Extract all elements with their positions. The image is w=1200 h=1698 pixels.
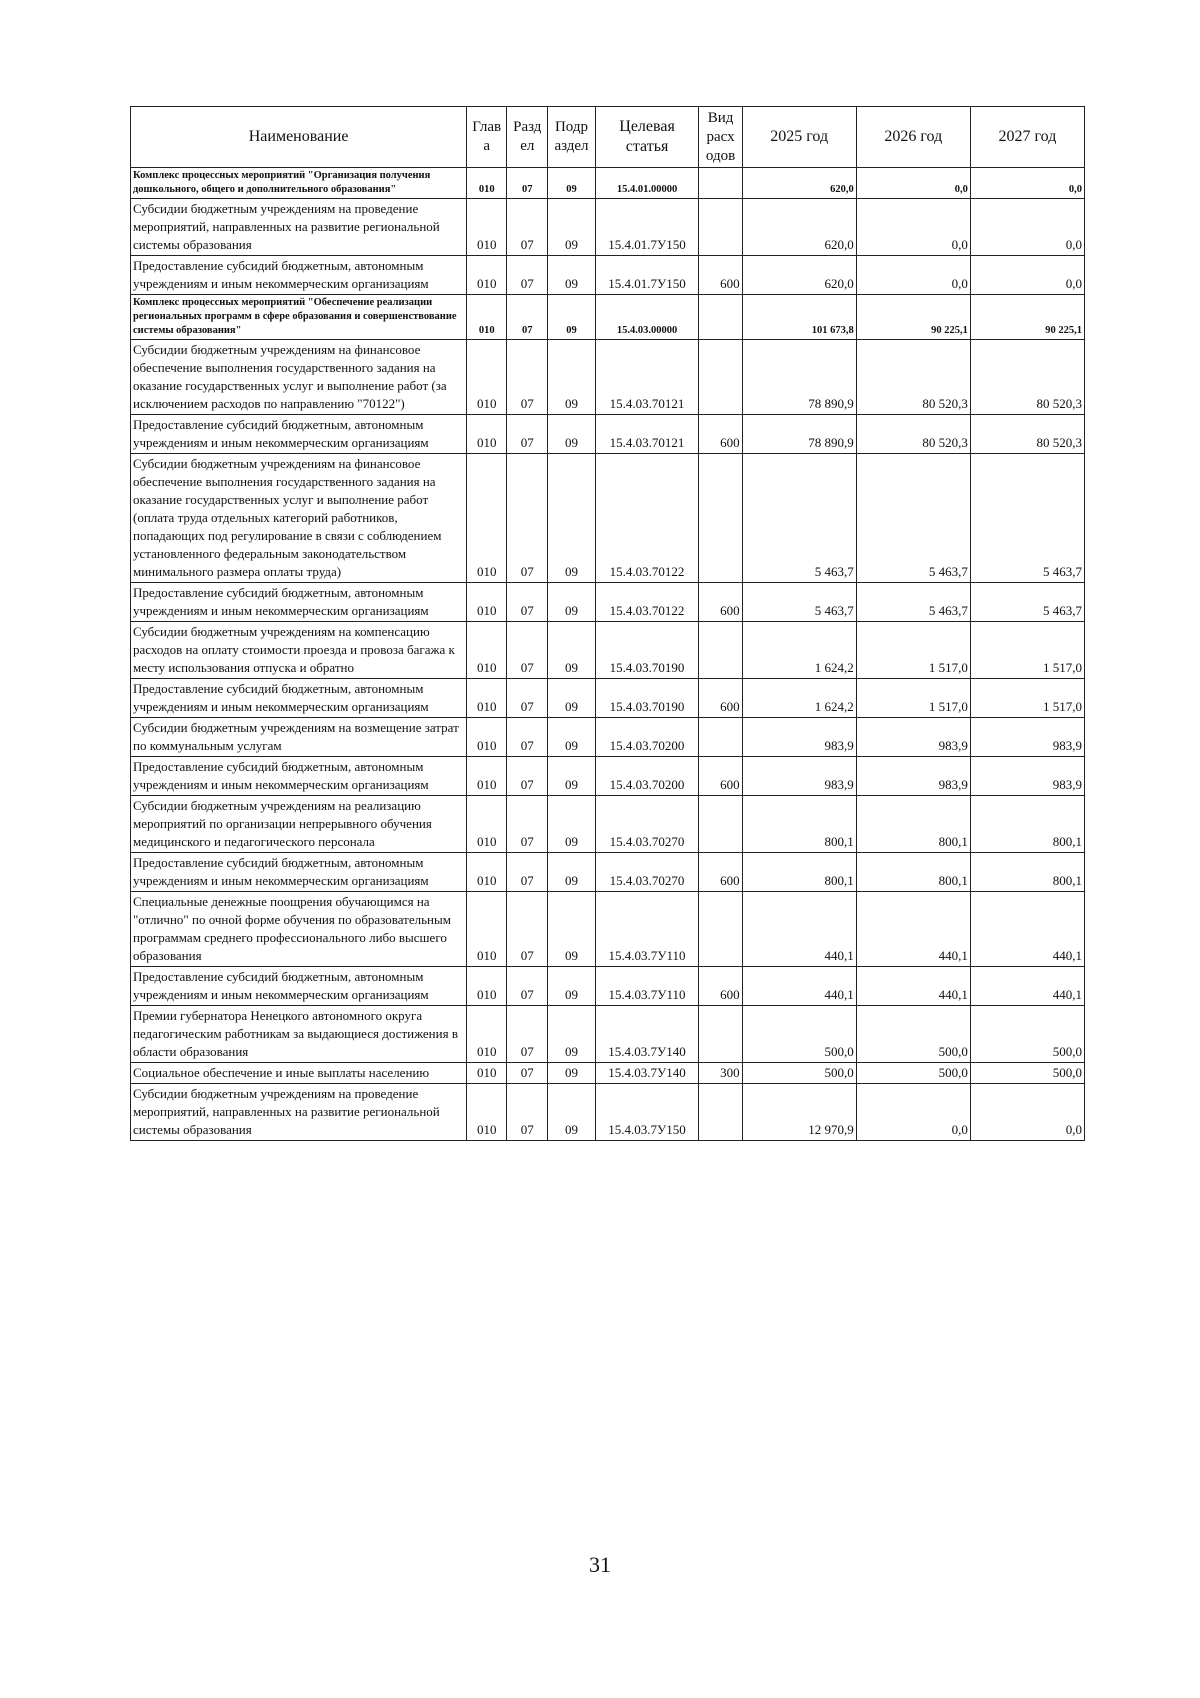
row-2027: 90 225,1 bbox=[970, 295, 1084, 340]
table-row bbox=[131, 796, 1085, 853]
row-vid bbox=[699, 1006, 742, 1063]
row-podrazdel: 09 bbox=[548, 1063, 595, 1084]
row-razdel: 07 bbox=[507, 454, 548, 583]
row-tselevaya: 15.4.01.00000 bbox=[595, 168, 699, 199]
row-tselevaya: 15.4.03.7У110 bbox=[595, 967, 699, 1006]
row-glava: 010 bbox=[467, 1084, 507, 1141]
row-glava: 010 bbox=[467, 967, 507, 1006]
row-2026: 500,0 bbox=[856, 1006, 970, 1063]
row-glava: 010 bbox=[467, 256, 507, 295]
header-name: Наименование bbox=[131, 107, 467, 168]
row-razdel: 07 bbox=[507, 622, 548, 679]
table-body bbox=[131, 168, 1085, 1141]
row-podrazdel: 09 bbox=[548, 583, 595, 622]
table-row bbox=[131, 718, 1085, 757]
table-header-row bbox=[131, 107, 1085, 168]
row-2025: 620,0 bbox=[742, 168, 856, 199]
row-2026: 440,1 bbox=[856, 892, 970, 967]
row-razdel: 07 bbox=[507, 853, 548, 892]
row-name: Специальные денежные поощрения обучающимся на "отлично" по очной форме обучения по образовательным программам среднего профессионального либо высшего образования bbox=[131, 892, 467, 967]
row-2027: 500,0 bbox=[970, 1063, 1084, 1084]
row-2025: 1 624,2 bbox=[742, 622, 856, 679]
budget-table-container bbox=[130, 106, 1085, 1141]
row-name: Социальное обеспечение и иные выплаты населению bbox=[131, 1063, 467, 1084]
row-2025: 1 624,2 bbox=[742, 679, 856, 718]
table-row bbox=[131, 454, 1085, 583]
table-row bbox=[131, 168, 1085, 199]
row-vid: 600 bbox=[699, 415, 742, 454]
row-name: Предоставление субсидий бюджетным, автономным учреждениям и иным некоммерческим организациям bbox=[131, 583, 467, 622]
row-name: Предоставление субсидий бюджетным, автономным учреждениям и иным некоммерческим организациям bbox=[131, 256, 467, 295]
row-2025: 5 463,7 bbox=[742, 583, 856, 622]
row-razdel: 07 bbox=[507, 256, 548, 295]
row-2025: 800,1 bbox=[742, 796, 856, 853]
row-podrazdel: 09 bbox=[548, 679, 595, 718]
page-number: 31 bbox=[589, 1552, 611, 1577]
row-2025: 983,9 bbox=[742, 757, 856, 796]
row-podrazdel: 09 bbox=[548, 340, 595, 415]
row-2027: 0,0 bbox=[970, 1084, 1084, 1141]
row-glava: 010 bbox=[467, 796, 507, 853]
row-tselevaya: 15.4.03.7У150 bbox=[595, 1084, 699, 1141]
row-tselevaya: 15.4.03.70190 bbox=[595, 679, 699, 718]
row-2026: 0,0 bbox=[856, 1084, 970, 1141]
table-row bbox=[131, 679, 1085, 718]
row-name: Субсидии бюджетным учреждениям на проведение мероприятий, направленных на развитие региональной системы образования bbox=[131, 199, 467, 256]
row-2027: 0,0 bbox=[970, 256, 1084, 295]
row-razdel: 07 bbox=[507, 892, 548, 967]
header-vid: Вид расх одов bbox=[699, 107, 742, 168]
row-2025: 5 463,7 bbox=[742, 454, 856, 583]
table-row bbox=[131, 340, 1085, 415]
row-vid: 600 bbox=[699, 679, 742, 718]
row-glava: 010 bbox=[467, 454, 507, 583]
row-razdel: 07 bbox=[507, 1084, 548, 1141]
row-2027: 440,1 bbox=[970, 967, 1084, 1006]
row-2025: 78 890,9 bbox=[742, 415, 856, 454]
row-name: Предоставление субсидий бюджетным, автономным учреждениям и иным некоммерческим организациям bbox=[131, 757, 467, 796]
row-2027: 500,0 bbox=[970, 1006, 1084, 1063]
table-row bbox=[131, 256, 1085, 295]
row-razdel: 07 bbox=[507, 295, 548, 340]
row-tselevaya: 15.4.03.00000 bbox=[595, 295, 699, 340]
row-2025: 620,0 bbox=[742, 199, 856, 256]
row-razdel: 07 bbox=[507, 199, 548, 256]
row-tselevaya: 15.4.03.7У140 bbox=[595, 1063, 699, 1084]
row-podrazdel: 09 bbox=[548, 796, 595, 853]
row-podrazdel: 09 bbox=[548, 1006, 595, 1063]
row-podrazdel: 09 bbox=[548, 415, 595, 454]
row-name: Субсидии бюджетным учреждениям на реализацию мероприятий по организации непрерывного обучения медицинского и педагогического персонала bbox=[131, 796, 467, 853]
row-vid bbox=[699, 199, 742, 256]
table-row bbox=[131, 583, 1085, 622]
row-podrazdel: 09 bbox=[548, 853, 595, 892]
row-podrazdel: 09 bbox=[548, 622, 595, 679]
row-vid: 600 bbox=[699, 757, 742, 796]
row-2026: 0,0 bbox=[856, 199, 970, 256]
row-2026: 440,1 bbox=[856, 967, 970, 1006]
row-tselevaya: 15.4.03.7У110 bbox=[595, 892, 699, 967]
row-glava: 010 bbox=[467, 199, 507, 256]
row-vid bbox=[699, 454, 742, 583]
row-razdel: 07 bbox=[507, 1006, 548, 1063]
header-tselevaya: Целевая статья bbox=[595, 107, 699, 168]
row-tselevaya: 15.4.03.70190 bbox=[595, 622, 699, 679]
table-row bbox=[131, 415, 1085, 454]
row-glava: 010 bbox=[467, 295, 507, 340]
table-row bbox=[131, 892, 1085, 967]
row-name: Предоставление субсидий бюджетным, автономным учреждениям и иным некоммерческим организациям bbox=[131, 967, 467, 1006]
row-2025: 500,0 bbox=[742, 1063, 856, 1084]
row-2026: 500,0 bbox=[856, 1063, 970, 1084]
row-name: Предоставление субсидий бюджетным, автономным учреждениям и иным некоммерческим организациям bbox=[131, 853, 467, 892]
header-glava: Глав а bbox=[467, 107, 507, 168]
row-tselevaya: 15.4.03.70122 bbox=[595, 583, 699, 622]
row-2027: 5 463,7 bbox=[970, 454, 1084, 583]
row-2027: 0,0 bbox=[970, 168, 1084, 199]
table-row bbox=[131, 967, 1085, 1006]
row-vid: 300 bbox=[699, 1063, 742, 1084]
budget-table bbox=[130, 106, 1085, 1141]
header-2027: 2027 год bbox=[970, 107, 1084, 168]
row-2026: 90 225,1 bbox=[856, 295, 970, 340]
row-2025: 983,9 bbox=[742, 718, 856, 757]
row-vid bbox=[699, 340, 742, 415]
row-2025: 101 673,8 bbox=[742, 295, 856, 340]
row-razdel: 07 bbox=[507, 718, 548, 757]
table-row bbox=[131, 295, 1085, 340]
row-2025: 440,1 bbox=[742, 892, 856, 967]
row-2025: 440,1 bbox=[742, 967, 856, 1006]
row-2027: 5 463,7 bbox=[970, 583, 1084, 622]
row-podrazdel: 09 bbox=[548, 199, 595, 256]
table-row bbox=[131, 1006, 1085, 1063]
header-podrazdel: Подр аздел bbox=[548, 107, 595, 168]
row-tselevaya: 15.4.03.70122 bbox=[595, 454, 699, 583]
row-2026: 983,9 bbox=[856, 757, 970, 796]
row-vid bbox=[699, 168, 742, 199]
row-tselevaya: 15.4.01.7У150 bbox=[595, 256, 699, 295]
row-razdel: 07 bbox=[507, 967, 548, 1006]
row-tselevaya: 15.4.03.70270 bbox=[595, 796, 699, 853]
row-vid bbox=[699, 718, 742, 757]
row-2025: 78 890,9 bbox=[742, 340, 856, 415]
row-2027: 983,9 bbox=[970, 757, 1084, 796]
row-podrazdel: 09 bbox=[548, 295, 595, 340]
row-glava: 010 bbox=[467, 168, 507, 199]
header-2025: 2025 год bbox=[742, 107, 856, 168]
row-2026: 80 520,3 bbox=[856, 340, 970, 415]
row-2025: 800,1 bbox=[742, 853, 856, 892]
row-2025: 500,0 bbox=[742, 1006, 856, 1063]
row-2027: 800,1 bbox=[970, 853, 1084, 892]
row-2026: 800,1 bbox=[856, 796, 970, 853]
row-2026: 80 520,3 bbox=[856, 415, 970, 454]
row-podrazdel: 09 bbox=[548, 168, 595, 199]
row-2026: 800,1 bbox=[856, 853, 970, 892]
row-podrazdel: 09 bbox=[548, 718, 595, 757]
row-2027: 983,9 bbox=[970, 718, 1084, 757]
row-podrazdel: 09 bbox=[548, 757, 595, 796]
row-name: Комплекс процессных мероприятий "Обеспечение реализации региональных программ в сфере образования и совершенствование системы образования" bbox=[131, 295, 467, 340]
row-razdel: 07 bbox=[507, 583, 548, 622]
row-2027: 800,1 bbox=[970, 796, 1084, 853]
row-tselevaya: 15.4.03.7У140 bbox=[595, 1006, 699, 1063]
row-2026: 983,9 bbox=[856, 718, 970, 757]
row-razdel: 07 bbox=[507, 340, 548, 415]
row-2027: 0,0 bbox=[970, 199, 1084, 256]
row-2027: 1 517,0 bbox=[970, 622, 1084, 679]
row-2027: 1 517,0 bbox=[970, 679, 1084, 718]
row-vid: 600 bbox=[699, 583, 742, 622]
row-podrazdel: 09 bbox=[548, 967, 595, 1006]
row-2027: 80 520,3 bbox=[970, 415, 1084, 454]
row-razdel: 07 bbox=[507, 415, 548, 454]
table-row bbox=[131, 853, 1085, 892]
row-glava: 010 bbox=[467, 340, 507, 415]
row-vid bbox=[699, 295, 742, 340]
row-tselevaya: 15.4.03.70200 bbox=[595, 718, 699, 757]
header-razdel: Разд ел bbox=[507, 107, 548, 168]
row-glava: 010 bbox=[467, 1063, 507, 1084]
row-glava: 010 bbox=[467, 892, 507, 967]
row-tselevaya: 15.4.03.70270 bbox=[595, 853, 699, 892]
row-tselevaya: 15.4.03.70121 bbox=[595, 340, 699, 415]
table-row bbox=[131, 622, 1085, 679]
row-glava: 010 bbox=[467, 853, 507, 892]
row-2026: 1 517,0 bbox=[856, 622, 970, 679]
row-razdel: 07 bbox=[507, 168, 548, 199]
row-tselevaya: 15.4.01.7У150 bbox=[595, 199, 699, 256]
row-name: Субсидии бюджетным учреждениям на проведение мероприятий, направленных на развитие региональной системы образования bbox=[131, 1084, 467, 1141]
row-glava: 010 bbox=[467, 583, 507, 622]
row-podrazdel: 09 bbox=[548, 454, 595, 583]
header-2026: 2026 год bbox=[856, 107, 970, 168]
row-podrazdel: 09 bbox=[548, 256, 595, 295]
row-razdel: 07 bbox=[507, 679, 548, 718]
row-2027: 80 520,3 bbox=[970, 340, 1084, 415]
row-vid bbox=[699, 892, 742, 967]
row-name: Предоставление субсидий бюджетным, автономным учреждениям и иным некоммерческим организациям bbox=[131, 679, 467, 718]
row-name: Премии губернатора Ненецкого автономного округа педагогическим работникам за выдающиеся достижения в области образования bbox=[131, 1006, 467, 1063]
row-2025: 12 970,9 bbox=[742, 1084, 856, 1141]
row-2025: 620,0 bbox=[742, 256, 856, 295]
table-row bbox=[131, 199, 1085, 256]
row-glava: 010 bbox=[467, 757, 507, 796]
row-glava: 010 bbox=[467, 415, 507, 454]
row-tselevaya: 15.4.03.70200 bbox=[595, 757, 699, 796]
row-2026: 5 463,7 bbox=[856, 583, 970, 622]
row-vid: 600 bbox=[699, 967, 742, 1006]
row-name: Субсидии бюджетным учреждениям на возмещение затрат по коммунальным услугам bbox=[131, 718, 467, 757]
row-vid bbox=[699, 796, 742, 853]
row-tselevaya: 15.4.03.70121 bbox=[595, 415, 699, 454]
row-glava: 010 bbox=[467, 718, 507, 757]
row-glava: 010 bbox=[467, 622, 507, 679]
row-2026: 5 463,7 bbox=[856, 454, 970, 583]
row-podrazdel: 09 bbox=[548, 892, 595, 967]
row-name: Комплекс процессных мероприятий "Организация получения дошкольного, общего и дополнительного образования" bbox=[131, 168, 467, 199]
row-glava: 010 bbox=[467, 679, 507, 718]
table-row bbox=[131, 1084, 1085, 1141]
row-name: Предоставление субсидий бюджетным, автономным учреждениям и иным некоммерческим организациям bbox=[131, 415, 467, 454]
row-razdel: 07 bbox=[507, 796, 548, 853]
row-2026: 0,0 bbox=[856, 168, 970, 199]
row-name: Субсидии бюджетным учреждениям на финансовое обеспечение выполнения государственного задания на оказание государственных услуг и выполнение работ (оплата труда отдельных категорий работников, попадающих под регулирование в связи с соблюдением установленного федеральным законодательством минимального размера оплаты труда) bbox=[131, 454, 467, 583]
row-razdel: 07 bbox=[507, 757, 548, 796]
row-vid: 600 bbox=[699, 256, 742, 295]
row-podrazdel: 09 bbox=[548, 1084, 595, 1141]
row-vid: 600 bbox=[699, 853, 742, 892]
row-2026: 1 517,0 bbox=[856, 679, 970, 718]
row-vid bbox=[699, 1084, 742, 1141]
row-glava: 010 bbox=[467, 1006, 507, 1063]
row-2027: 440,1 bbox=[970, 892, 1084, 967]
row-name: Субсидии бюджетным учреждениям на компенсацию расходов на оплату стоимости проезда и провоза багажа к месту использования отпуска и обратно bbox=[131, 622, 467, 679]
table-row bbox=[131, 1063, 1085, 1084]
row-2026: 0,0 bbox=[856, 256, 970, 295]
row-name: Субсидии бюджетным учреждениям на финансовое обеспечение выполнения государственного задания на оказание государственных услуг и выполнение работ (за исключением расходов по направлению "70122") bbox=[131, 340, 467, 415]
row-razdel: 07 bbox=[507, 1063, 548, 1084]
row-vid bbox=[699, 622, 742, 679]
table-row bbox=[131, 757, 1085, 796]
